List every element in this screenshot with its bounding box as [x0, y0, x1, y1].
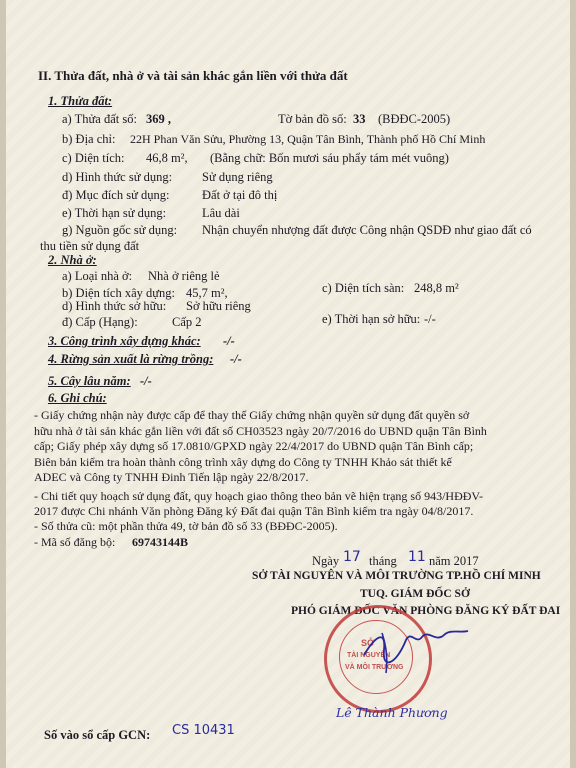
grade-label: đ) Cấp (Hạng): — [62, 315, 138, 329]
origin-value-cont: thu tiền sử dụng đất — [40, 239, 140, 253]
ownership-label: d) Hình thức sở hữu: — [62, 299, 167, 313]
map-value: 33 — [353, 112, 366, 126]
date-day: 17 — [343, 549, 361, 565]
note-line: 2017 được Chi nhánh Văn phòng Đăng ký Đất đai quận Tân Bình kiểm tra ngày 04/8/2017. — [34, 504, 474, 518]
note-line: - Giấy chứng nhận này được cấp để thay thế Giấy chứng nhận quyền sử dụng đất quyền sở — [34, 408, 470, 422]
official-seal: SỞ TÀI NGUYÊN VÀ MÔI TRƯỜNG — [324, 605, 432, 713]
area-words: (Bằng chữ: Bốn mươi sáu phẩy tám mét vuông) — [210, 151, 449, 165]
house-type-label: a) Loại nhà ở: — [62, 269, 133, 283]
house-heading: 2. Nhà ở: — [48, 253, 97, 267]
note-line: - Mã số đăng bộ: — [34, 535, 116, 549]
perennial-value: -/- — [140, 374, 152, 388]
ownership-value: Sở hữu riêng — [186, 299, 251, 313]
note-line: - Chi tiết quy hoạch sử dụng đất, quy hoạch giao thông theo bản vẽ hiện trạng số 943/HĐĐV- — [34, 489, 483, 503]
perennial-heading: 5. Cây lâu năm: — [48, 374, 131, 388]
issuance-label: Số vào sổ cấp GCN: — [44, 728, 151, 742]
address-value: 22H Phan Văn Sửu, Phường 13, Quận Tân Bình, Thành phố Hồ Chí Minh — [130, 132, 486, 146]
signer-title: PHÓ GIÁM ĐỐC VĂN PHÒNG ĐĂNG KÝ ĐẤT ĐAI — [291, 605, 561, 617]
own-term-label: e) Thời hạn sở hữu: — [322, 312, 421, 326]
agency-name: SỞ TÀI NGUYÊN VÀ MÔI TRƯỜNG TP.HỒ CHÍ MINH — [252, 570, 541, 582]
date-month-label: tháng — [369, 554, 397, 568]
purpose-label: đ) Mục đích sử dụng: — [62, 188, 170, 202]
signer-name: Lê Thành Phương — [336, 705, 448, 720]
term-value: Lâu dài — [202, 206, 240, 220]
use-form-value: Sử dụng riêng — [202, 170, 273, 184]
note-line: ADEC và Công ty TNHH Đinh Tiến lập ngày 22/8/2017. — [34, 470, 309, 484]
floor-area-value: 248,8 m² — [414, 281, 459, 295]
parcel-value: 369 , — [146, 112, 171, 126]
origin-label: g) Nguồn gốc sử dụng: — [62, 223, 178, 237]
parcel-label: a) Thửa đất số: — [62, 112, 137, 126]
house-type-value: Nhà ở riêng lẻ — [148, 269, 220, 283]
issuance-number: CS 10431 — [172, 723, 235, 738]
purpose-value: Đất ở tại đô thị — [202, 188, 278, 202]
build-area-value: 45,7 m², — [186, 286, 228, 300]
tuq-line: TUQ. GIÁM ĐỐC SỞ — [360, 588, 470, 600]
notes-heading: 6. Ghi chú: — [48, 391, 107, 405]
certificate-page — [6, 0, 570, 768]
date-year: năm 2017 — [429, 554, 479, 568]
forest-heading: 4. Rừng sản xuất là rừng trồng: — [48, 352, 214, 366]
term-label: e) Thời hạn sử dụng: — [62, 206, 167, 220]
note-line: - Số thửa cũ: một phần thửa 49, tờ bản đồ số 33 (BĐĐC-2005). — [34, 519, 338, 533]
other-construction-value: -/- — [223, 334, 235, 348]
address-label: b) Địa chỉ: — [62, 132, 116, 146]
note-line: Biên bản kiểm tra hoàn thành công trình xây dựng do Công ty TNHH Khảo sát thiết kế — [34, 455, 452, 469]
note-line: cấp; Giấy phép xây dựng số 17.0810/GPXD ngày 22/4/2017 do UBND quận Tân Bình cấp; — [34, 439, 474, 453]
other-construction-heading: 3. Công trình xây dựng khác: — [48, 334, 201, 348]
grade-value: Cấp 2 — [172, 315, 202, 329]
area-value: 46,8 m², — [146, 151, 188, 165]
origin-value: Nhận chuyển nhượng đất được Công nhận QSDĐ như giao đất có — [202, 223, 532, 237]
use-form-label: d) Hình thức sử dụng: — [62, 170, 173, 184]
own-term-value: -/- — [424, 312, 436, 326]
floor-area-label: c) Diện tích sàn: — [322, 281, 405, 295]
registration-code: 69743144B — [132, 535, 189, 549]
forest-value: -/- — [230, 352, 242, 366]
build-area-label: b) Diện tích xây dựng: — [62, 286, 176, 300]
date-month: 11 — [408, 549, 426, 565]
land-heading: 1. Thửa đất: — [48, 94, 113, 108]
handwritten-signature — [356, 615, 476, 675]
map-code: (BĐĐC-2005) — [378, 112, 451, 126]
area-label: c) Diện tích: — [62, 151, 125, 165]
note-line: hữu nhà ở tài sản khác gắn liền với đất số CH03523 ngày 20/7/2016 do UBND quận Tân Bình — [34, 424, 487, 438]
map-label: Tờ bản đồ số: — [278, 112, 347, 126]
section-heading: II. Thửa đất, nhà ở và tài sản khác gắn liền với thửa đất — [38, 68, 348, 83]
date-prefix: Ngày — [312, 554, 340, 568]
